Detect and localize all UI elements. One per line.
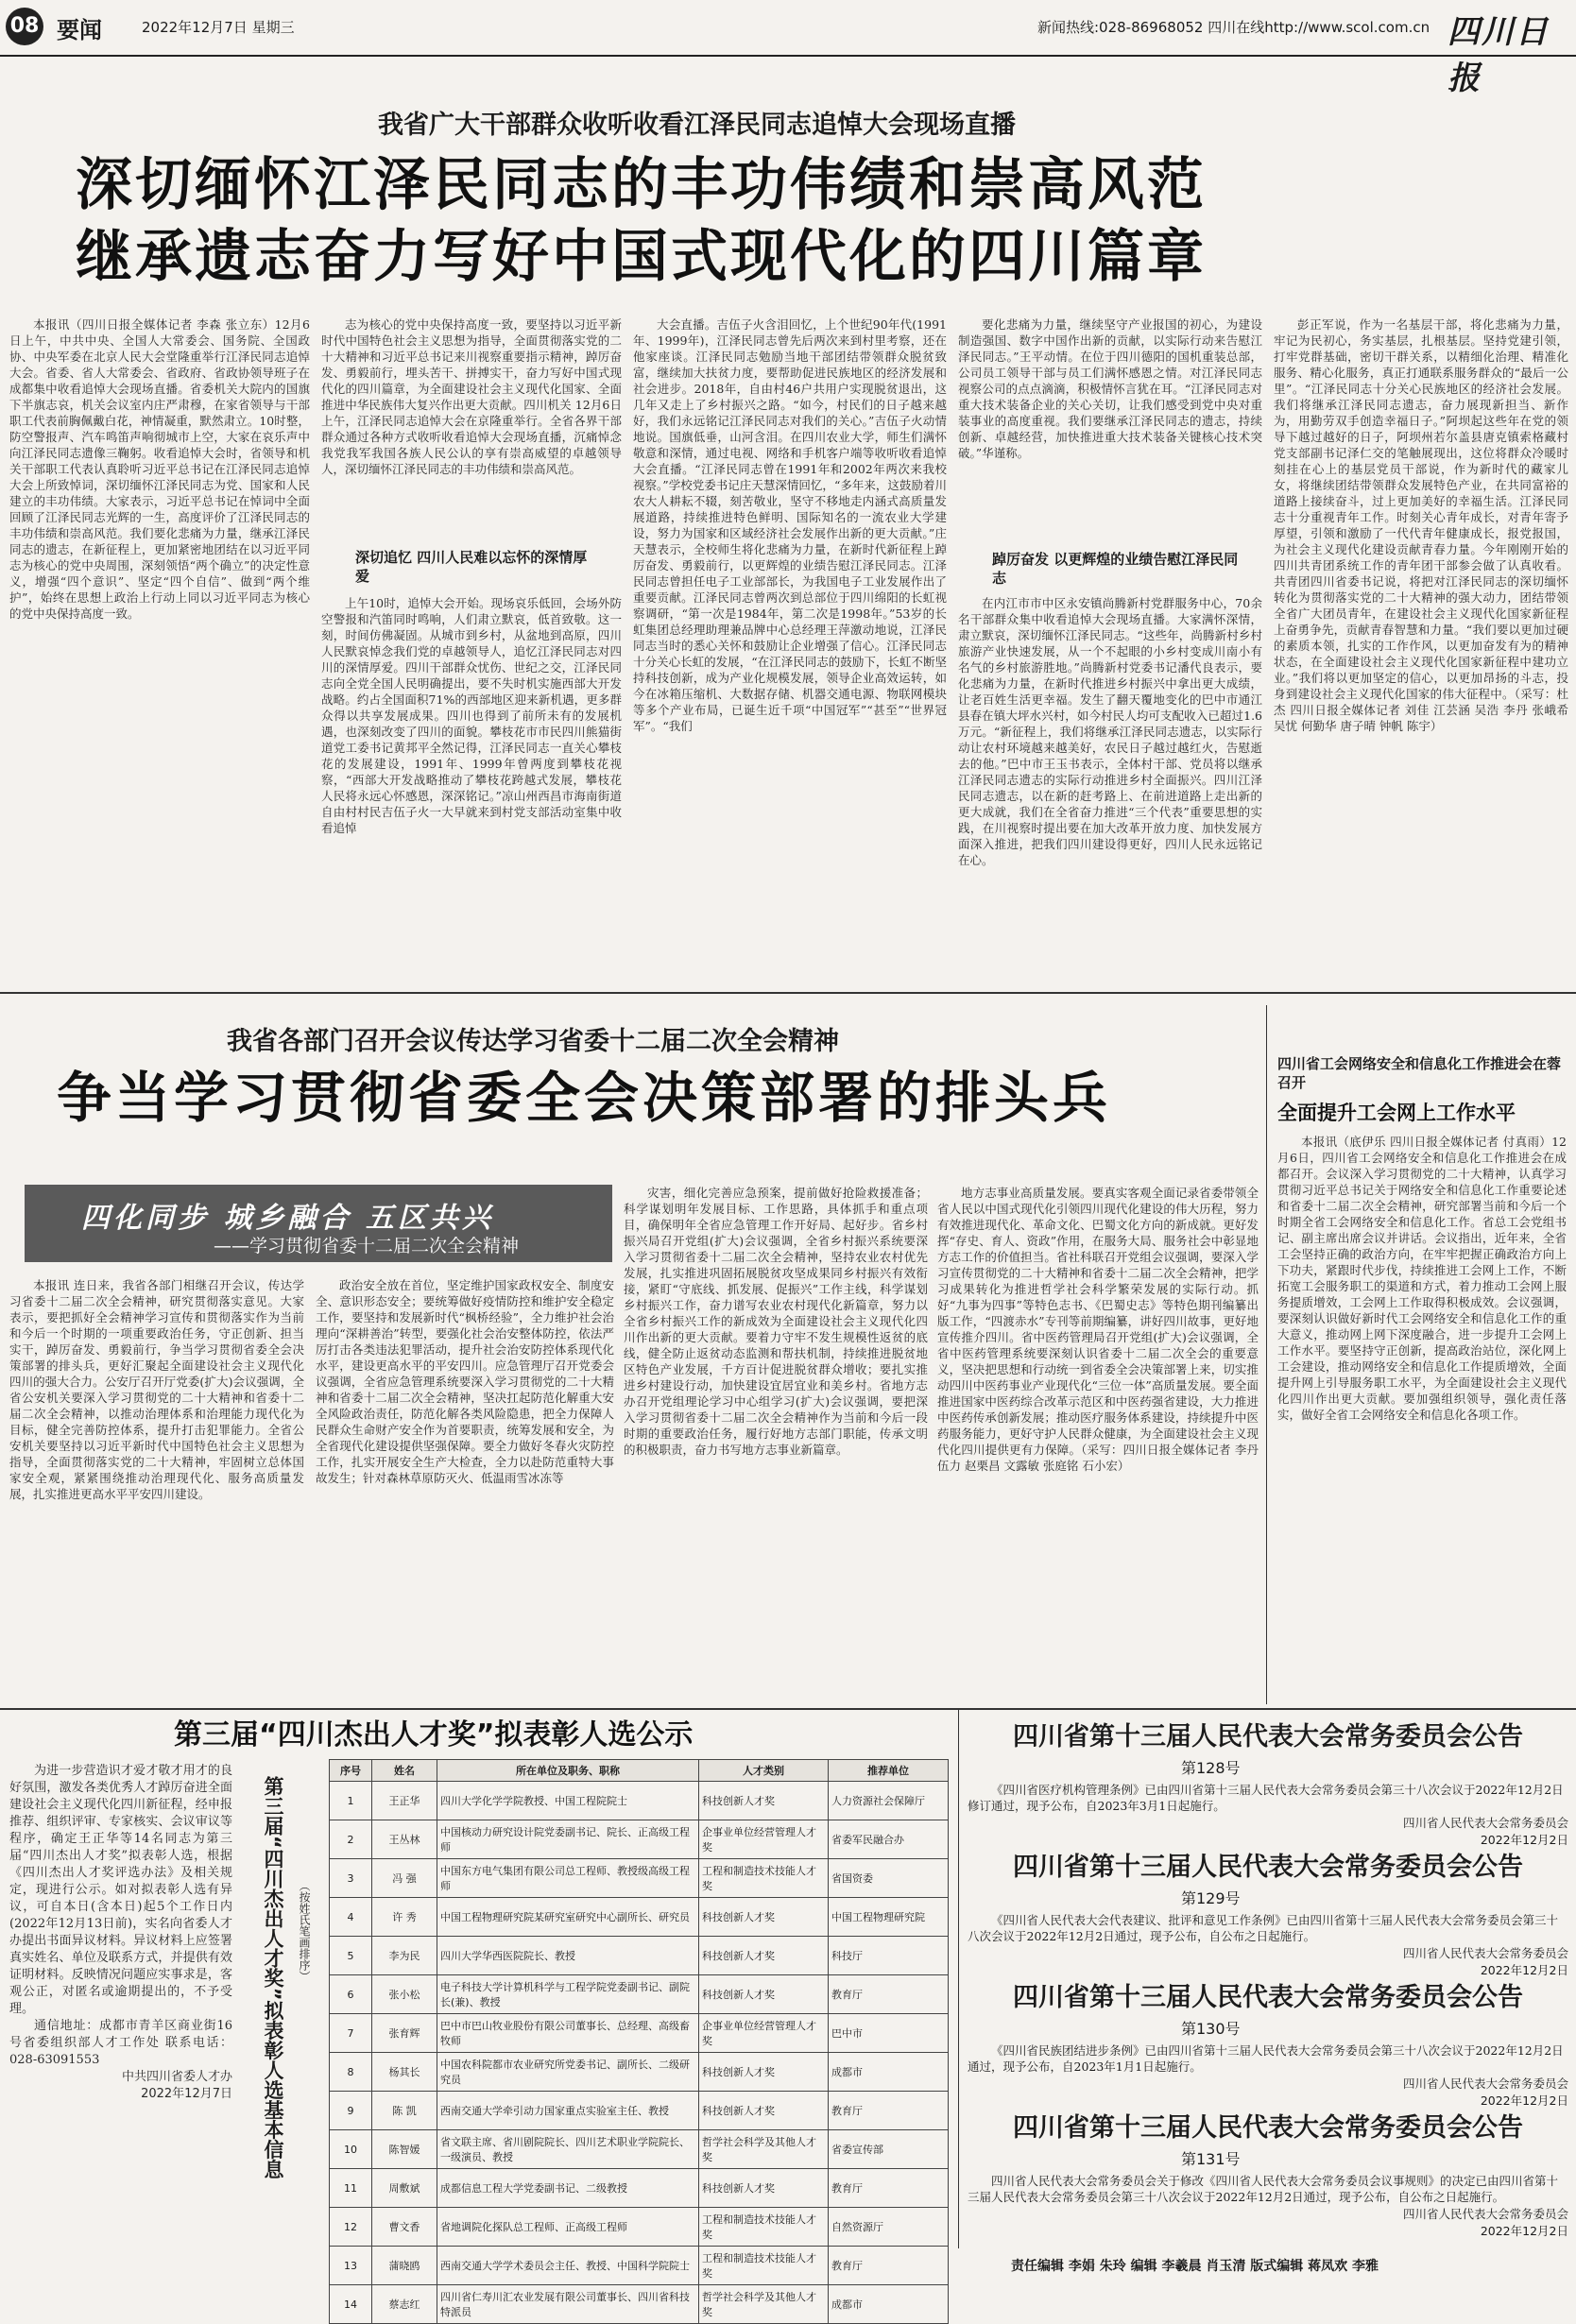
notice-number: 第129号 — [1181, 1889, 1241, 1907]
table-row — [330, 2092, 949, 2130]
notice — [968, 1976, 1568, 2107]
article1-column-2: 志为核心的党中央保持高度一致，要坚持以习近平新时代中国特色社会主义思想为指导，全面贯彻落实党的二十大精神和习近平总书记来川视察重要指示精神，踔厉奋发、勇毅前行，埋头苦干、拼搏实干，奋力写好中国式现代化的四川篇章，为全面建设社会主义现代化国家、全面推进中华民族伟大复兴作出更大贡献。四川机关 12月6日上午，江泽民同志追悼大会在京隆重举行。全省各界干部群众通过各种方式收听收看追悼大会现场直播，沉痛悼念我党我军我国各族人民公认的享有崇高威望的卓越领导人，深切缅怀江泽民同志的丰功伟绩和崇高风范。 — [321, 317, 622, 476]
article1-column-5: 彭正军说，作为一名基层干部，将化悲痛为力量，牢记为民初心，务实基层，扎根基层。坚持党建引领，打牢党群基础，密切干群关系，以精细化治理、精准化服务、精心化服务，真正打通联系服务群众的“最后一公里”。“江泽民同志十分关心民族地区的经济社会发展。我们将继承江泽民同志遗志，奋力展现新担当、新作为，用勤劳双手创造幸福日子。”阿坝起这些年在党的领导下越过越好的日子，阿坝州若尔盖县唐克镇索格藏村党支部副书记泽仁交的笔触展现出，这位将群众冷暖时刻挂在心上的基层党员干部说，作为新时代的藏家儿女，将继续团结带领群众发展特色产业，在共同富裕的道路上接续奋斗，过上更加美好的幸福生活。江泽民同志十分重视青年工作。时刻关心青年成长，对青年寄予厚望，引领和激励了一代代青年健康成长，报党报国，为社会主义现代化建设贡献青春力量。今年刚刚开始的四川共青团系统工作的青年团干部参会做了认真收看。共青团四川省委书记说，将把对江泽民同志的深切缅怀转化为贯彻落实党的二十大精神的强大动力，团结带领全省广大团员青年，在建设社会主义现代化国家新征程上奋勇争先，贡献青春智慧和力量。“我们要以更加过硬的素质本领，扎实的工作作风，以更加奋发有为的精神状态，在全面建设社会主义现代化国家新征程中建功立业。”我们将以更加坚定的信心，以更加昂扬的斗志，投身到建设社会主义现代化国家的伟大征程中。（采写：杜杰 四川日报全媒体记者 刘佳 江芸涵 吴浩 李丹 张峨希 吴忧 何勤华 唐子晴 钟帆 陈宇） — [1274, 317, 1568, 733]
table-cell: 许 秀 — [372, 1898, 437, 1937]
table-cell: 科技厅 — [829, 1937, 949, 1975]
union-kicker: 四川省工会网络安全和信息化工作推进会在蓉召开 — [1277, 1055, 1562, 1091]
table-cell: 教育厅 — [829, 2169, 949, 2208]
article2-column-2: 政治安全放在首位，坚定维护国家政权安全、制度安全、意识形态安全；要统筹做好疫情防控和维护安全稳定工作，要坚持和发展新时代“枫桥经验”，全力维护社会治理向“深耕善治”转型，要强化社会治安整体防控，依法严厉打击各类违法犯罪活动，提升社会治安防控体系现代化水平，建设更高水平的平安四川。应急管理厅召开党委会议强调，全省应急管理系统要深入学习贯彻党的二十大精神和省委十二届二次全会精神，坚决扛起防范化解重大安全风险政治责任，防范化解各类风险隐患，把全力保障人民群众生命财产安全作为首要职责，统筹发展和安全，为全省现代化建设提供坚强保障。要全力做好冬春火灾防控工作，扎实开展安全生产大检查，全力以赴防范重特大事故发生；针对森林草原防灭火、低温雨雪冰冻等 — [316, 1278, 614, 1485]
table-cell: 4 — [330, 1898, 372, 1937]
notice-number: 第130号 — [1181, 2020, 1241, 2038]
table-cell: 成都市 — [829, 2053, 949, 2092]
table-cell: 14 — [330, 2285, 372, 2324]
table-cell: 张育辉 — [372, 2014, 437, 2053]
notice-text: 《四川省医疗机构管理条例》已由四川省第十三届人民代表大会常务委员会第三十八次会议于2022年12月2日修订通过，现予公布，自2023年3月1日起施行。 — [968, 1783, 1564, 1813]
table-cell: 科技创新人才奖 — [699, 1898, 829, 1937]
table-cell: 自然资源厅 — [829, 2208, 949, 2247]
table-cell: 巴中市巴山牧业股份有限公司董事长、总经理、高级畜牧师 — [437, 2014, 699, 2053]
table-row — [330, 2247, 949, 2285]
table-cell: 教育厅 — [829, 1975, 949, 2014]
table-cell: 5 — [330, 1937, 372, 1975]
table-cell: 教育厅 — [829, 2092, 949, 2130]
page-number: 08 — [6, 8, 43, 45]
table-row — [330, 2053, 949, 2092]
article2-column-4: 地方志事业高质量发展。要真实客观全面记录省委带领全省人民以中国式现代化引领四川现代化建设的伟大历程，努力有效推进现代化、革命文化、巴蜀文化方向的新成就。更好发挥“存史、育人、资政”作用，在服务大局、服务社会中彰显地方志工作的价值担当。省社科联召开党组会议强调，要深入学习宣传贯彻党的二十大精神和省委十二届二次全会精神，把学习成果转化为推进哲学社会科学繁荣发展的实际行动。抓好“九事为四事”等特色志书、《巴蜀史志》等特色期刊编纂出版工作，“四渡赤水”专刊等前期编纂，讲好四川故事，更好地宣传推介四川。省中医药管理局召开党组(扩大)会议强调，全省中医药管理系统要深刻认识省委十二届二次全会的重要意义，坚决把思想和行动统一到省委全会决策部署上来，切实推动四川中医药事业产业现代化“三位一体”高质量发展。要全面推进国家中医药综合改革示范区和中医药强省建设，大力推进中医药传承创新发展；推动医疗服务体系建设，持续提升中医药服务能力，更好守护人民群众健康，为全面建设社会主义现代化四川提供更有力保障。（采写：四川日报全媒体记者 李丹 伍力 赵栗昌 文露敏 张庭铭 石小宏） — [937, 1186, 1259, 1473]
section-name: 要闻 — [57, 17, 102, 43]
table-cell: 10 — [330, 2130, 372, 2169]
article2-column-3: 灾害，细化完善应急预案，提前做好抢险救援准备；科学谋划明年发展目标、工作思路，具体抓手和重点项目，确保明年全省应急管理工作开好局、起好步。省乡村振兴局召开党组(扩大)会议强调，全省乡村振兴系统要深入学习贯彻省委十二届二次全会精神，坚持农业农村优先发展，扎实推进巩固拓展脱贫攻坚成果同乡村振兴有效衔接，紧盯“守底线、抓发展、促振兴”工作主线，科学谋划乡村振兴工作，奋力谱写农业农村现代化新篇章，努力以全省乡村振兴工作的新成效为全面建设社会主义现代化四川作出新的更大贡献。要着力守牢不发生规模性返贫的底线，健全防止返贫动态监测和帮扶机制，持续推进脱贫地区特色产业发展，千方百计促进脱贫群众增收；要扎实推进乡村建设行动，加快建设宜居宜业和美乡村。省地方志办召开党组理论学习中心组学习(扩大)会议强调，要把深入学习贯彻省委十二届二次全会精神作为当前和今后一段时期的重要政治任务，履行好地方志部门职能，传承文明的积极职责，奋力书写地方志事业新篇章。 — [624, 1186, 928, 1457]
notice-text: 《四川省民族团结进步条例》已由四川省第十三届人民代表大会常务委员会第三十八次会议于2022年12月2日通过，现予公布，自2023年1月1日起施行。 — [968, 2043, 1564, 2074]
talent-col-header: 所在单位及职务、职称 — [437, 1760, 699, 1782]
table-cell: 陈智媛 — [372, 2130, 437, 2169]
talent-intro: 为进一步营造识才爱才敬才用才的良好氛围，激发各类优秀人才踔厉奋进全面建设社会主义现代化四川新征程，经申报推荐、组织评审、专家核实、会议审议等程序，确定王正华等14名同志为第三届“四川杰出人才奖”拟表彰人选，根据《四川杰出人才奖评选办法》及相关规定，现进行公示。如对拟表彰人选有异议，可自本日(含本日)起5个工作日内(2022年12月13日前)，实名向省委人才办提出书面异议材料。异议材料上应签署真实姓名、单位及联系方式，并提供有效证明材料。反映情况问题应实事求是，客观公正，对匿名或逾期提出的，不予受理。 通信地址：成都市青羊区商业街16号省委组织部人才工作处 联系电话：028-63091553 中共四川省委人才办 2022年12月7日 — [9, 1764, 232, 2101]
table-cell: 陈 凯 — [372, 2092, 437, 2130]
table-cell: 省文联主席、省川剧院院长、四川艺术职业学院院长、一级演员、教授 — [437, 2130, 699, 2169]
table-row — [330, 1820, 949, 1859]
notice-text: 《四川省人民代表大会代表建议、批评和意见工作条例》已由四川省第十三届人民代表大会常务委员会第三十八次会议于2022年12月2日通过，现予公布，自公布之日起施行。 — [968, 1913, 1559, 1943]
talent-vertical-title: 第三届“四川杰出人才奖”拟表彰人选基本信息 — [262, 1776, 284, 2179]
notice-title: 四川省第十三届人民代表大会常务委员会公告 — [1013, 1853, 1523, 1882]
notice — [968, 1716, 1568, 1846]
newspaper-logo: 四川日报 — [1448, 13, 1550, 97]
notice-org: 四川省人民代表大会常务委员会 — [1402, 1816, 1568, 1830]
notice-date: 2022年12月2日 — [1480, 1833, 1568, 1847]
table-cell: 成都市 — [829, 2285, 949, 2324]
table-cell: 科技创新人才奖 — [699, 1937, 829, 1975]
table-cell: 中国东方电气集团有限公司总工程师、教授级高级工程师 — [437, 1859, 699, 1898]
page-header — [0, 0, 1576, 97]
article2-kicker: 我省各部门召开会议传达学习省委十二届二次全会精神 — [227, 1027, 839, 1056]
table-cell: 省委宣传部 — [829, 2130, 949, 2169]
table-cell: 周敷斌 — [372, 2169, 437, 2208]
table-row — [330, 2130, 949, 2169]
notice-number: 第131号 — [1181, 2150, 1241, 2168]
table-cell: 蔡志红 — [372, 2285, 437, 2324]
table-cell: 7 — [330, 2014, 372, 2053]
notice-title: 四川省第十三届人民代表大会常务委员会公告 — [1013, 1722, 1523, 1752]
table-cell: 工程和制造技术技能人才奖 — [699, 2247, 829, 2285]
table-cell: 11 — [330, 2169, 372, 2208]
theme-banner — [25, 1185, 612, 1262]
talent-signature: 中共四川省委人才办 — [121, 2070, 232, 2084]
table-cell: 13 — [330, 2247, 372, 2285]
table-row — [330, 1782, 949, 1820]
vertical-divider — [1266, 1005, 1267, 1704]
table-row — [330, 2014, 949, 2053]
banner-subtitle: ——学习贯彻省委十二届二次全会精神 — [214, 1236, 520, 1256]
notice-number: 第128号 — [1181, 1759, 1241, 1777]
talent-col-header: 姓名 — [372, 1760, 437, 1782]
table-cell: 教育厅 — [829, 2247, 949, 2285]
table-cell: 科技创新人才奖 — [699, 2092, 829, 2130]
table-cell: 蒲晓鸥 — [372, 2247, 437, 2285]
table-cell: 1 — [330, 1782, 372, 1820]
union-headline: 全面提升工会网上工作水平 — [1277, 1102, 1516, 1124]
notice-date: 2022年12月2日 — [1480, 2093, 1568, 2108]
notice — [968, 2107, 1568, 2237]
notice-title: 四川省第十三届人民代表大会常务委员会公告 — [1013, 2113, 1523, 2143]
table-cell: 2 — [330, 1820, 372, 1859]
table-row — [330, 1975, 949, 2014]
notice-date: 2022年12月2日 — [1480, 1963, 1568, 1977]
talent-table-header — [330, 1760, 949, 1782]
table-cell: 冯 强 — [372, 1859, 437, 1898]
table-cell: 哲学社会科学及其他人才奖 — [699, 2130, 829, 2169]
table-cell: 省委军民融合办 — [829, 1820, 949, 1859]
notice-org: 四川省人民代表大会常务委员会 — [1402, 2207, 1568, 2221]
talent-signature-date: 2022年12月7日 — [141, 2087, 232, 2101]
notice-title: 四川省第十三届人民代表大会常务委员会公告 — [1013, 1983, 1523, 2012]
table-cell: 科技创新人才奖 — [699, 1975, 829, 2014]
table-cell: 李为民 — [372, 1937, 437, 1975]
talent-col-header: 人才类别 — [699, 1760, 829, 1782]
table-cell: 电子科技大学计算机科学与工程学院党委副书记、副院长(兼)、教授 — [437, 1975, 699, 2014]
divider-1 — [0, 992, 1576, 994]
article1-column-2b: 上午10时，追悼大会开始。现场哀乐低回，会场外防空警报和汽笛同时鸣响，人们肃立默哀，低首致敬。这一刻，时间仿佛凝固。从城市到乡村，从盆地到高原，四川人民默哀悼念我们党的卓越领导人，追忆江泽民同志对四川的深情厚爱。四川干部群众忧伤、世纪之交，江泽民同志向全党全国人民明确提出，要不失时机实施西部大开发战略。约占全国面积71%的西部地区迎来新机遇，更多群众得以共享发展成果。四川也得到了前所未有的发展机遇，也深刻改变了四川的面貌。攀枝花市市民四川熊猫街道党工委书记黄邦平全然记得，江泽民同志一直关心攀枝花的发展建设，1991年、1999年曾两度到攀枝花视察，“西部大开发战略推动了攀枝花跨越式发展，攀枝花人民将永远心怀感恩，深深铭记。”凉山州西昌市海南街道自由村村民吉伍子火一大早就来到村党支部活动室集中收看追悼 — [321, 596, 622, 835]
table-cell: 中国工程物理研究院 — [829, 1898, 949, 1937]
table-cell: 中国工程物理研究院某研究室研究中心副所长、研究员 — [437, 1898, 699, 1937]
talent-table — [329, 1759, 949, 2324]
table-cell: 四川省仁寿川汇农业发展有限公司董事长、四川省科技特派员 — [437, 2285, 699, 2324]
notice — [968, 1846, 1568, 1976]
union-article-body: 本报讯（底伊乐 四川日报全媒体记者 付真雨）12月6日，四川省工会网络安全和信息化工作推进会在成都召开。会议深入学习贯彻党的二十大精神，认真学习贯彻习近平总书记关于网络安全和信息化工作重要论述和省委十二届二次全会精神，研究部署当前和今后一个时期全省工会网络安全和信息化工作。省总工会党组书记、副主席出席会议并讲话。会议指出，近年来，全省工会坚持正确的政治方向，在牢牢把握正确政治方向上下功夫，紧跟时代步伐，持续推进工会网上工作，不断拓宽工会服务职工的渠道和方式，着力推动工会网上服务提质增效，工会网上工作取得积极成效。会议强调，要深刻认识做好新时代工会网络安全和信息化工作的重大意义，推动网上网下深度融合，进一步提升工会网上工作水平。要坚持守正创新，提高政治站位，深化网上工会建设，推动网络安全和信息化工作提质增效，全面提升网上引导服务职工水平，为全面建设社会主义现代化四川作出更大贡献。要加强组织领导，强化责任落实，做好全省工会网络安全和信息化各项工作。 — [1277, 1135, 1567, 1422]
article1-column-4b: 在内江市市中区永安镇尚腾新村党群服务中心，70余名干部群众集中收看追悼大会现场直播。大家满怀深情，肃立默哀，深切缅怀江泽民同志。“这些年，尚腾新村乡村旅游产业快速发展，从一个不起眼的小乡村变成川南小有名气的乡村旅游胜地。”尚腾新村党委书记潘代良表示，要化悲痛为力量，在新时代推进乡村振兴中拿出更大成绩，让老百姓生活更幸福。发生了翻天覆地变化的巴中市通江县春在镇大坪水兴村，如今村民人均可支配收入已超过1.6万元。“新征程上，我们将继承江泽民同志遗志，以实际行动让农村环境越来越美好，农民日子越过越红火，告慰逝去的他。”巴中市王玉书表示，全体村干部、党员将以继承江泽民同志遗志的实际行动推进乡村全面振兴。四川江泽民同志遗志，以在新的赶考路上、在前进道路上走出新的更大成就，我们在全省奋力推进“三个代表”重要思想的实践，在川视察时提出要在加大改革开放力度、加快发展方面深入推进，把我们四川建设得更好，四川人民永远铭记在心。 — [958, 596, 1262, 867]
table-row — [330, 1898, 949, 1937]
table-row — [330, 2169, 949, 2208]
table-cell: 王丛林 — [372, 1820, 437, 1859]
table-cell: 中国农科院都市农业研究所党委书记、副所长、二级研究员 — [437, 2053, 699, 2092]
article1-column-3: 大会直播。吉伍子火含泪回忆，上个世纪90年代(1991年、1999年)，江泽民同志曾先后两次来到村里考察，还在他家座谈。江泽民同志勉励当地干部团结带领群众脱贫致富，继续加大扶贫力度，要帮助促进民族地区的经济发展和社会进步。2018年，自由村46户共用户实现脱贫退出，这几年又走上了乡村振兴之路。“如今，村民们的日子越来越好，我们永远铭记江泽民同志对我们的关心。”吉伍子火动情地说。国旗低垂，山河含泪。在四川农业大学，师生们满怀敬意和深情，通过电视、网络和手机客户端等收听收看追悼大会直播。“江泽民同志曾在1991年和2002年两次来我校视察。”学校党委书记庄天慧深情回忆，“多年来，这鼓励着川农大人耕耘不辍，刻苦敬业，坚守不移地走内涵式高质量发展道路，持续推进特色鲜明、国际知名的一流农业大学建设，努力为国家和区域经济社会发展作出新的更大贡献。”庄天慧表示，全校师生将化悲痛为力量，在新时代新征程上踔厉奋发、勇毅前行，以更辉煌的业绩告慰江泽民同志。江泽民同志曾担任电子工业部部长，为我国电子工业发展作出了重要贡献。江泽民同志曾两次到总部位于四川绵阳的长虹视察调研，“第一次是1984年，第二次是1998年。”53岁的长虹集团总经理助理兼品牌中心总经理王萍激动地说，江泽民同志当时的悉心关怀和鼓励让企业增强了信心。江泽民同志十分关心长虹的发展，“在江泽民同志的鼓励下，长虹不断坚持科技创新，成为产业化规模发展，领导企业高效运转，如今在冰箱压缩机、大数据存储、机器交通电源、物联网模块等多个产业布局，已诞生近千项“中国冠军”“甚至”“世界冠军”。“我们 — [633, 317, 947, 733]
talent-title: 第三届“四川杰出人才奖”拟表彰人选公示 — [174, 1718, 694, 1752]
article1-column-4a: 要化悲痛为力量，继续坚守产业报国的初心，为建设制造强国、数字中国作出新的贡献，以实际行动来告慰江泽民同志。”王平动情。在位于四川德阳的国机重装总部，公司员工领导干部与员工们满怀感恩之情。对江泽民同志视察公司的点点滴滴，积极情怀言犹在耳。“江泽民同志对重大技术装备企业的关心关切，让我们感受到党中央对重装事业的高度重视。我们要继承江泽民同志的遗志，持续创新、卓越经营，加快推进重大技术装备关键核心技术突破。”华谨称。 — [958, 317, 1262, 460]
article1-column-1: 本报讯（四川日报全媒体记者 李森 张立东）12月6日上午，中共中央、全国人大常委会、国务院、全国政协、中央军委在北京人民大会堂隆重举行江泽民同志追悼大会。省委、省人大常委会、省政府、省政协领导班子在成都集中收看追悼大会现场直播。省委机关大院内的国旗下半旗志哀，机关会议室内庄严肃穆，在家省领导与干部职工代表前胸佩戴白花，神情凝重，默然肃立。10时整，防空警报声、汽车鸣笛声响彻城市上空，大家在哀乐声中向江泽民同志遗像三鞠躬。收看追悼大会时，省领导和机关干部职工代表认真聆听习近平总书记在江泽民同志追悼大会上所致悼词，深切缅怀江泽民同志为党、国家和人民建立的丰功伟绩。大家表示，习近平总书记在悼词中全面回顾了江泽民同志光辉的一生，高度评价了江泽民同志的丰功伟绩和崇高风范。我们要化悲痛为力量，继承江泽民同志的遗志，在新征程上，更加紧密地团结在以习近平同志为核心的党中央周围，深刻领悟“两个确立”的决定性意义，增强“四个意识”、坚定“四个自信”、做到“两个维护”，始终在思想上政治上行动上同以习近平同志为核心的党中央保持高度一致。 — [9, 317, 310, 621]
notice-date: 2022年12月2日 — [1480, 2224, 1568, 2238]
vertical-divider-2 — [958, 1710, 959, 2248]
table-row — [330, 1859, 949, 1898]
table-cell: 曹文香 — [372, 2208, 437, 2247]
notice-text: 四川省人民代表大会常务委员会关于修改《四川省人民代表大会常务委员会议事规则》的决定已由四川省第十三届人民代表大会常务委员会第三十八次会议于2022年12月2日通过，现予公布，自公布之日起施行。 — [968, 2174, 1559, 2204]
table-cell: 企事业单位经营管理人才奖 — [699, 2014, 829, 2053]
table-cell: 西南交通大学学术委员会主任、教授、中国科学院院士 — [437, 2247, 699, 2285]
divider-2 — [0, 1708, 1576, 1710]
table-cell: 工程和制造技术技能人才奖 — [699, 1859, 829, 1898]
table-cell: 杨其长 — [372, 2053, 437, 2092]
notices-area — [968, 1716, 1568, 2237]
table-cell: 工程和制造技术技能人才奖 — [699, 2208, 829, 2247]
article1-kicker: 我省广大干部群众收听收看江泽民同志追悼大会现场直播 — [378, 111, 1016, 140]
table-cell: 9 — [330, 2092, 372, 2130]
table-cell: 3 — [330, 1859, 372, 1898]
notice-org: 四川省人民代表大会常务委员会 — [1402, 2076, 1568, 2091]
news-hotline: 新闻热线:028-86968052 四川在线http://www.scol.com.cn — [1037, 19, 1430, 36]
table-cell: 张小松 — [372, 1975, 437, 2014]
table-cell: 8 — [330, 2053, 372, 2092]
table-cell: 6 — [330, 1975, 372, 2014]
banner-title: 四化同步 城乡融合 五区共兴 — [81, 1202, 494, 1235]
talent-col-header: 推荐单位 — [829, 1760, 949, 1782]
table-cell: 哲学社会科学及其他人才奖 — [699, 2285, 829, 2324]
article1-subhead-2: 踔厉奋发 以更辉煌的业绩告慰江泽民同志 — [992, 551, 1239, 587]
table-cell: 科技创新人才奖 — [699, 1782, 829, 1820]
article2-column-1: 本报讯 连日来，我省各部门相继召开会议，传达学习省委十二届二次全会精神，研究贯彻落实意见。大家表示，要把抓好全会精神学习宣传和贯彻落实作为当前和今后一个时期的一项重要政治任务，守正创新、担当实干，踔厉奋发、勇毅前行，争当学习贯彻省委全会决策部署的排头兵，更好汇聚起全面建设社会主义现代化四川的强大合力。公安厅召开厅党委(扩大)会议强调，全省公安机关要深入学习贯彻党的二十大精神和省委十二届二次全会精神，以推动治理体系和治理能力现代化为目标，健全完善防控体系，提升打击犯罪能力。全省公安机关要坚持以习近平新时代中国特色社会主义思想为指导，全面贯彻落实党的二十大精神，牢固树立总体国家安全观，紧紧围绕推动治理现代化、服务高质量发展，扎实推进更高水平平安四川建设。 — [9, 1278, 304, 1501]
table-cell: 四川大学华西医院院长、教授 — [437, 1937, 699, 1975]
talent-vertical-note: （按姓氏笔画排序） — [298, 1880, 311, 1982]
table-cell: 省地调院化探队总工程师、正高级工程师 — [437, 2208, 699, 2247]
table-row — [330, 1937, 949, 1975]
table-cell: 王正华 — [372, 1782, 437, 1820]
table-row — [330, 2285, 949, 2324]
table-cell: 四川大学化学学院教授、中国工程院院士 — [437, 1782, 699, 1820]
article1-headline-1: 深切缅怀江泽民同志的丰功伟绩和崇高风范 — [76, 152, 1207, 218]
article2-headline: 争当学习贯彻省委全会决策部署的排头兵 — [57, 1066, 1112, 1130]
table-row — [330, 2208, 949, 2247]
notice-org: 四川省人民代表大会常务委员会 — [1402, 1946, 1568, 1960]
table-cell: 成都信息工程大学党委副书记、二级教授 — [437, 2169, 699, 2208]
talent-col-header: 序号 — [330, 1760, 372, 1782]
table-cell: 巴中市 — [829, 2014, 949, 2053]
table-cell: 人力资源社会保障厅 — [829, 1782, 949, 1820]
table-cell: 科技创新人才奖 — [699, 2053, 829, 2092]
table-cell: 科技创新人才奖 — [699, 2169, 829, 2208]
table-cell: 西南交通大学牵引动力国家重点实验室主任、教授 — [437, 2092, 699, 2130]
table-cell: 省国资委 — [829, 1859, 949, 1898]
table-cell: 企事业单位经营管理人才奖 — [699, 1820, 829, 1859]
table-cell: 12 — [330, 2208, 372, 2247]
issue-date: 2022年12月7日 星期三 — [142, 19, 295, 36]
article1-headline-2: 继承遗志奋力写好中国式现代化的四川篇章 — [76, 224, 1207, 290]
table-cell: 中国核动力研究设计院党委副书记、院长、正高级工程师 — [437, 1820, 699, 1859]
article1-subhead-1: 深切追忆 四川人民难以忘怀的深情厚爱 — [355, 549, 588, 585]
page-footer: 责任编辑 李娟 朱玲 编辑 李羲晨 肖玉清 版式编辑 蒋凤欢 李雅 — [1011, 2259, 1379, 2274]
